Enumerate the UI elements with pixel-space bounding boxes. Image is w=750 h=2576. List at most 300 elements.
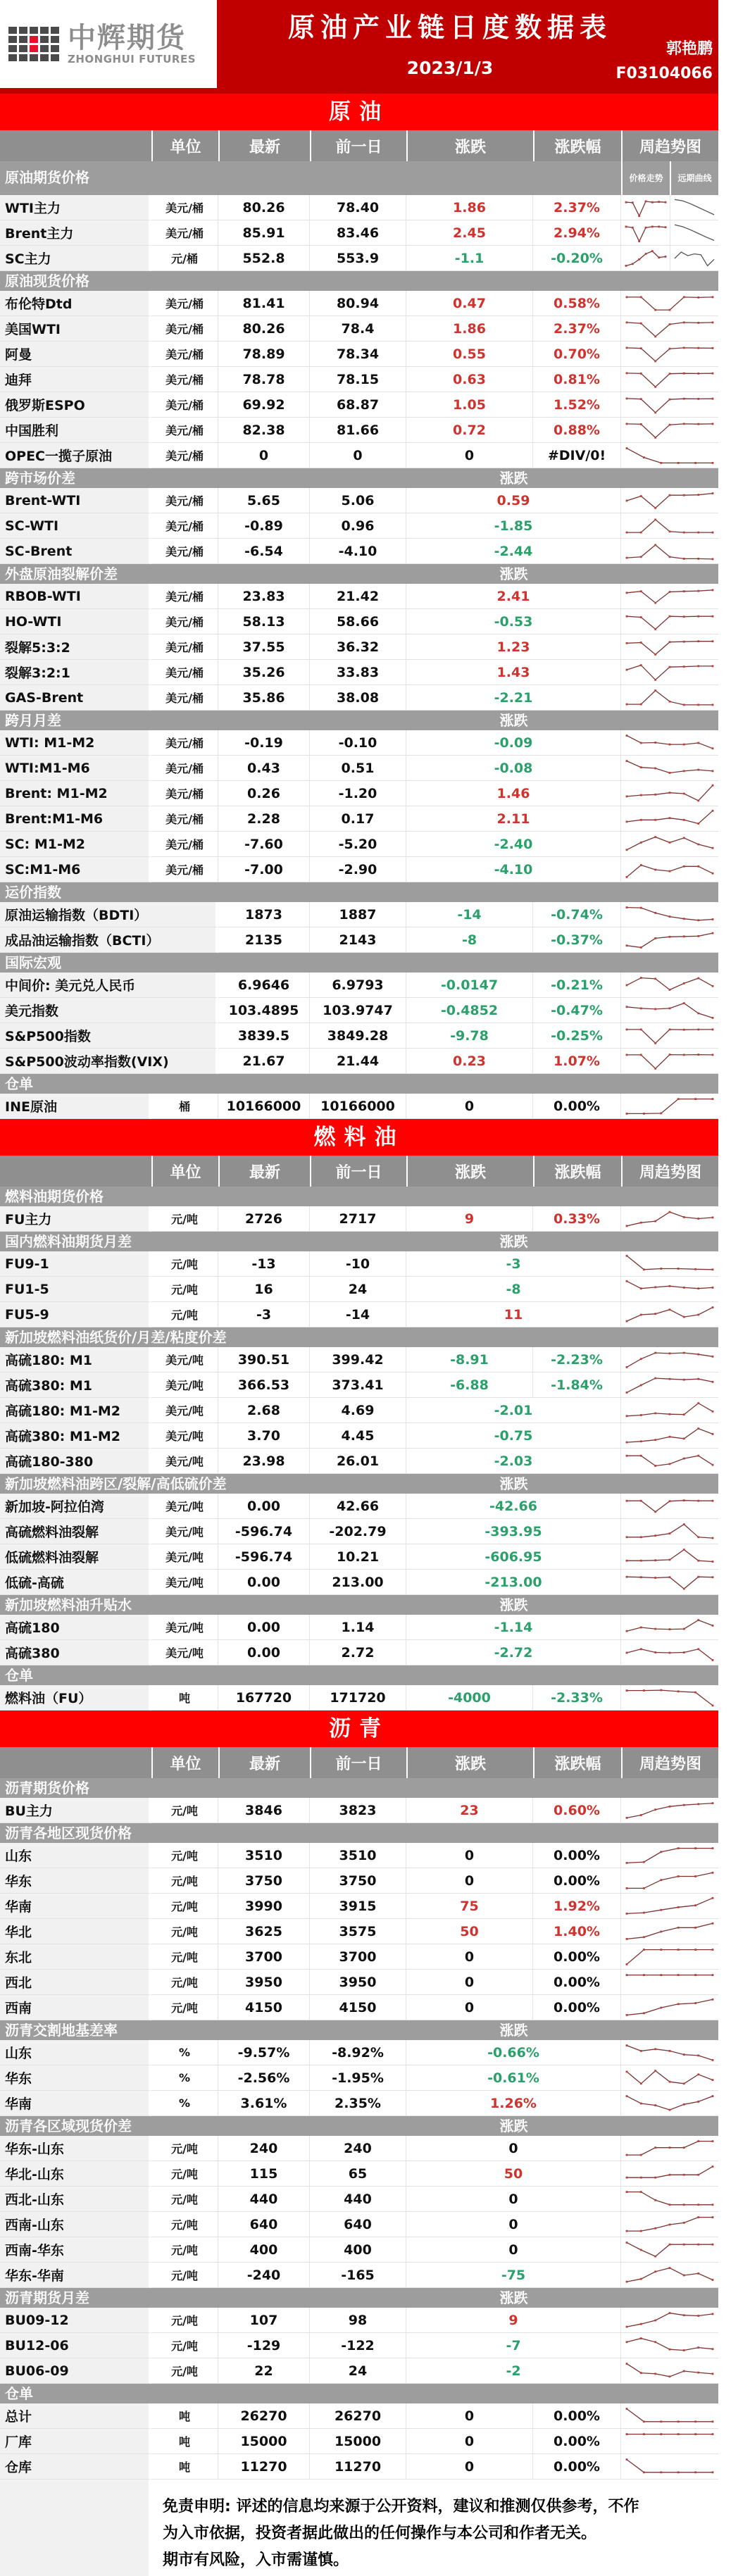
sparkline-chart <box>623 1686 716 1710</box>
table-row <box>0 2429 718 2454</box>
row-unit: 元/桶 <box>151 246 218 271</box>
row-label: 西南-华东 <box>0 2237 151 2263</box>
logo-square-icon <box>19 36 27 43</box>
sparkline-chart <box>623 1024 716 1048</box>
row-unit: 美元/桶 <box>151 584 218 609</box>
row-trend-cell <box>621 927 718 953</box>
row-trend-cell <box>621 685 718 711</box>
row-trend-cell <box>621 998 718 1023</box>
row-change: 1.26% <box>406 2091 621 2116</box>
row-trend-cell <box>621 316 718 342</box>
row-trend-cell <box>621 2237 718 2263</box>
row-trend-cell <box>621 2065 718 2091</box>
row-change: -393.95 <box>406 1519 621 1544</box>
logo-square-icon <box>30 36 38 43</box>
sparkline-chart <box>623 2213 716 2237</box>
row-label: Brent主力 <box>0 220 151 246</box>
disclaimer-line: 为入市依据，投资者据此做出的任何操作与本公司和作者无关。 <box>163 2525 597 2542</box>
row-trend-cell <box>621 195 718 220</box>
row-label: 华北 <box>0 1919 151 1944</box>
row-prev: 1887 <box>310 902 406 927</box>
row-change: 11 <box>406 1302 621 1327</box>
row-label: SC-Brent <box>0 539 151 564</box>
sparkline-chart <box>623 342 716 366</box>
row-change: 0 <box>406 1843 533 1868</box>
table-row <box>0 2212 718 2237</box>
report-title: 原油产业链日度数据表 <box>287 12 612 43</box>
row-label: FU主力 <box>0 1206 151 1232</box>
column-header-latest: 最新 <box>218 1747 310 1778</box>
row-prev: -5.20 <box>310 832 406 857</box>
row-trend-cell <box>621 584 718 609</box>
row-latest: 107 <box>218 2308 310 2333</box>
row-change: -8.91 <box>406 1347 533 1373</box>
table-row <box>0 2403 718 2429</box>
table-row <box>0 1544 718 1570</box>
row-latest: 23.98 <box>218 1449 310 1474</box>
row-prev: 11270 <box>310 2454 406 2480</box>
row-change-pct: -0.47% <box>533 998 621 1023</box>
row-label: WTI主力 <box>0 195 151 220</box>
column-header-unit: 单位 <box>151 130 218 161</box>
row-label: 美国WTI <box>0 316 151 342</box>
row-unit: 元/吨 <box>151 1894 218 1919</box>
row-prev: 3915 <box>310 1894 406 1919</box>
row-prev: 83.46 <box>310 220 406 246</box>
table-row <box>0 246 718 271</box>
row-prev: 26270 <box>310 2403 406 2429</box>
sparkline-chart <box>623 2238 716 2262</box>
row-change: 0 <box>406 443 533 468</box>
row-change: -7 <box>406 2333 621 2358</box>
row-change: -2.03 <box>406 1449 621 1474</box>
row-label: WTI:M1-M6 <box>0 756 151 781</box>
table-row <box>0 1494 718 1519</box>
row-latest: 3750 <box>218 1868 310 1894</box>
trend-sub-label-forward: 远期曲线 <box>670 161 718 195</box>
row-latest: 69.92 <box>218 392 310 418</box>
sparkline-chart <box>623 1894 716 1918</box>
table-row <box>0 2136 718 2161</box>
row-latest: 0.00 <box>218 1570 310 1595</box>
row-prev: 98 <box>310 2308 406 2333</box>
sparkline-chart <box>623 1303 716 1327</box>
sparkline-chart <box>623 2066 716 2090</box>
table-row <box>0 1868 718 1894</box>
group-change-label: 涨跌 <box>499 2118 528 2134</box>
sparkline-chart <box>623 903 716 927</box>
row-prev: 240 <box>310 2136 406 2161</box>
row-unit: 元/吨 <box>151 1944 218 1970</box>
row-unit: 美元/吨 <box>151 1423 218 1449</box>
row-trend-cell <box>621 1251 718 1277</box>
row-prev: 171720 <box>310 1685 406 1711</box>
table-row <box>0 1970 718 1995</box>
row-latest: 78.89 <box>218 342 310 367</box>
row-change: -606.95 <box>406 1544 621 1570</box>
row-prev: 440 <box>310 2187 406 2212</box>
sparkline-chart <box>623 1373 716 1397</box>
row-prev: 3750 <box>310 1868 406 1894</box>
row-change-pct: 2.94% <box>533 220 621 246</box>
row-latest: 81.41 <box>218 291 310 316</box>
row-prev: -4.10 <box>310 539 406 564</box>
row-change: -4000 <box>406 1685 533 1711</box>
sparkline-chart <box>623 2041 716 2065</box>
sparkline-chart <box>623 1615 716 1639</box>
column-header-prev: 前一日 <box>310 1747 406 1778</box>
row-label: 山东 <box>0 1843 151 1868</box>
row-trend-cell <box>621 660 718 685</box>
row-latest: 2726 <box>218 1206 310 1232</box>
row-change-pct: 1.92% <box>533 1894 621 1919</box>
row-prev: -0.10 <box>310 730 406 756</box>
sparkline-chart <box>623 782 716 806</box>
row-prev: -202.79 <box>310 1519 406 1544</box>
row-label: Brent:M1-M6 <box>0 806 151 832</box>
group-title: 仓单 <box>5 1667 33 1684</box>
row-change: -2.44 <box>406 539 621 564</box>
table-row <box>0 1894 718 1919</box>
table-row <box>0 1519 718 1544</box>
row-prev: -165 <box>310 2263 406 2288</box>
row-label: S&P500波动率指数(VIX) <box>0 1049 218 1074</box>
row-latest: -596.74 <box>218 1544 310 1570</box>
group-header <box>0 2288 718 2308</box>
row-unit: 元/吨 <box>151 2333 218 2358</box>
sparkline-chart <box>623 539 716 563</box>
row-latest: 21.67 <box>218 1049 310 1074</box>
row-latest: 6.9646 <box>218 973 310 998</box>
group-header <box>0 1823 718 1843</box>
row-prev: 68.87 <box>310 392 406 418</box>
row-prev: 640 <box>310 2212 406 2237</box>
row-prev: -2.90 <box>310 857 406 882</box>
row-change: 0 <box>406 1944 533 1970</box>
row-prev: 0.17 <box>310 806 406 832</box>
row-label: 低硫-高硫 <box>0 1570 151 1595</box>
row-prev: 78.15 <box>310 367 406 392</box>
row-change: -0.4852 <box>406 998 533 1023</box>
row-change-pct: 2.37% <box>533 195 621 220</box>
row-latest: 3950 <box>218 1970 310 1995</box>
row-change: -0.0147 <box>406 973 533 998</box>
row-change: 2.41 <box>406 584 621 609</box>
row-change: -42.66 <box>406 1494 621 1519</box>
row-change: -1.85 <box>406 513 621 539</box>
row-label: GAS-Brent <box>0 685 151 711</box>
row-unit: 元/吨 <box>151 1302 218 1327</box>
row-label: 阿曼 <box>0 342 151 367</box>
row-change: -3 <box>406 1251 621 1277</box>
table-row <box>0 1423 718 1449</box>
row-unit: 美元/桶 <box>151 730 218 756</box>
row-unit: 元/吨 <box>151 1995 218 2020</box>
row-trend-cell <box>621 513 718 539</box>
table-row <box>0 756 718 781</box>
row-change: -0.75 <box>406 1423 621 1449</box>
row-unit: 美元/桶 <box>151 832 218 857</box>
row-latest: 3510 <box>218 1843 310 1868</box>
row-prev: 80.94 <box>310 291 406 316</box>
row-unit: 美元/桶 <box>151 291 218 316</box>
group-change-label: 涨跌 <box>499 1233 528 1250</box>
row-change-pct: -0.20% <box>533 246 621 271</box>
disclaimer-line: 免责申明: 评述的信息均来源于公开资料，建议和推测仅供参考，不作 <box>163 2498 639 2515</box>
row-label: BU06-09 <box>0 2358 151 2384</box>
table-row <box>0 1919 718 1944</box>
row-change-pct: 0.00% <box>533 1970 621 1995</box>
row-change: 0 <box>406 2403 533 2429</box>
group-header <box>0 2384 718 2403</box>
sparkline-chart <box>623 1094 716 1118</box>
row-prev: 2143 <box>310 927 406 953</box>
row-trend-cell <box>621 781 718 806</box>
row-latest: 0.26 <box>218 781 310 806</box>
row-unit: 美元/桶 <box>151 513 218 539</box>
row-unit: 元/吨 <box>151 2161 218 2187</box>
data-tables <box>0 94 718 2480</box>
row-unit: 吨 <box>151 1685 218 1711</box>
row-label: 高硫380 <box>0 1640 151 1665</box>
group-header <box>0 1327 718 1347</box>
sparkline-chart <box>623 1049 716 1073</box>
table-row <box>0 1347 718 1373</box>
row-latest: 58.13 <box>218 609 310 634</box>
sparkline-chart <box>623 731 716 755</box>
table-row <box>0 685 718 711</box>
row-label: RBOB-WTI <box>0 584 151 609</box>
row-prev: 15000 <box>310 2429 406 2454</box>
row-prev: 3575 <box>310 1919 406 1944</box>
row-label: 中间价: 美元兑人民币 <box>0 973 218 998</box>
group-header <box>0 161 718 195</box>
sparkline-chart <box>623 2334 716 2358</box>
row-latest: -6.54 <box>218 539 310 564</box>
row-trend-cell <box>621 1894 718 1919</box>
row-trend-cell <box>621 1347 718 1373</box>
row-label: 裂解3:2:1 <box>0 660 151 685</box>
row-trend-cell <box>621 2358 718 2384</box>
section-band: 原油 <box>0 94 718 130</box>
column-header-row <box>0 130 718 161</box>
logo-company-name-en: ZHONGHUI FUTURES <box>68 52 196 65</box>
row-latest: 3839.5 <box>218 1023 310 1049</box>
report-date: 2023/1/3 <box>406 58 494 78</box>
group-title: 仓单 <box>5 2385 33 2402</box>
group-header <box>0 1187 718 1206</box>
sparkline-chart <box>623 1920 716 1944</box>
row-prev: 81.66 <box>310 418 406 443</box>
sparkline-chart <box>623 1799 716 1822</box>
row-change-pct: 0.00% <box>533 1868 621 1894</box>
report-banner <box>0 0 718 94</box>
sparkline-chart <box>623 807 716 831</box>
row-prev: -10 <box>310 1251 406 1277</box>
row-change: 50 <box>406 1919 533 1944</box>
row-change: 0 <box>406 2187 621 2212</box>
row-change: 0 <box>406 1094 533 1119</box>
sparkline-chart <box>623 2187 716 2211</box>
table-row <box>0 2237 718 2263</box>
column-header-change-pct: 涨跌幅 <box>533 130 621 161</box>
row-change-pct: -1.84% <box>533 1373 621 1398</box>
logo-square-icon <box>51 45 59 52</box>
row-latest: -596.74 <box>218 1519 310 1544</box>
row-change: -1.1 <box>406 246 533 271</box>
sparkline-chart <box>623 686 716 710</box>
row-label: BU主力 <box>0 1798 151 1823</box>
row-unit: % <box>151 2091 218 2116</box>
logo-square-icon <box>30 54 38 61</box>
logo-square-icon <box>40 27 49 34</box>
row-change: -8 <box>406 1277 621 1302</box>
row-trend-cell <box>621 1970 718 1995</box>
sparkline-chart <box>623 418 716 442</box>
row-unit: 美元/桶 <box>151 634 218 660</box>
column-header-trend: 周趋势图 <box>621 130 718 161</box>
row-change: 9 <box>406 2308 621 2333</box>
row-label: 迪拜 <box>0 367 151 392</box>
sparkline-chart <box>623 1996 716 2020</box>
row-label: 山东 <box>0 2040 151 2065</box>
row-prev: -14 <box>310 1302 406 1327</box>
column-header-row <box>0 1747 718 1778</box>
row-change: 1.05 <box>406 392 533 418</box>
section-band: 沥青 <box>0 1711 718 1747</box>
row-unit: % <box>151 2065 218 2091</box>
row-label: 西北-山东 <box>0 2187 151 2212</box>
row-trend-cell <box>621 2333 718 2358</box>
row-trend-cell <box>621 1023 718 1049</box>
row-label: 华南 <box>0 1894 151 1919</box>
row-change: -0.53 <box>406 609 621 634</box>
table-row <box>0 2308 718 2333</box>
group-title: 跨月月差 <box>5 712 61 729</box>
sparkline-chart <box>623 2308 716 2332</box>
row-unit: 元/吨 <box>151 1919 218 1944</box>
sparkline-chart <box>623 489 716 513</box>
row-label: FU1-5 <box>0 1277 151 1302</box>
row-prev: 24 <box>310 1277 406 1302</box>
row-trend-cell <box>621 1919 718 1944</box>
row-latest: 0.00 <box>218 1640 310 1665</box>
row-trend-cell <box>621 609 718 634</box>
group-header <box>0 468 718 488</box>
table-row <box>0 1843 718 1868</box>
sparkline-chart <box>623 221 669 245</box>
table-row <box>0 367 718 392</box>
row-trend-cell <box>621 1423 718 1449</box>
logo-square-icon <box>51 54 59 61</box>
row-label: 总计 <box>0 2403 151 2429</box>
row-trend-cell <box>621 342 718 367</box>
row-change: -0.09 <box>406 730 621 756</box>
row-latest: 23.83 <box>218 584 310 609</box>
group-header <box>0 1474 718 1494</box>
row-label: FU9-1 <box>0 1251 151 1277</box>
row-trend-cell <box>621 973 718 998</box>
row-change: -2.40 <box>406 832 621 857</box>
row-trend-cell <box>621 1094 718 1119</box>
row-latest: 2135 <box>218 927 310 953</box>
logo-square-icon <box>8 36 17 43</box>
row-change-pct: -0.25% <box>533 1023 621 1049</box>
row-trend-cell <box>621 634 718 660</box>
group-title: 跨市场价差 <box>5 470 75 487</box>
row-change-pct: 0.88% <box>533 418 621 443</box>
row-change-pct: 1.52% <box>533 392 621 418</box>
row-prev: 10166000 <box>310 1094 406 1119</box>
table-row <box>0 342 718 367</box>
row-latest: 3990 <box>218 1894 310 1919</box>
row-latest: -0.89 <box>218 513 310 539</box>
row-change-pct: 0.00% <box>533 1843 621 1868</box>
row-change-pct: 0.00% <box>533 2454 621 2480</box>
row-trend-cell <box>621 1302 718 1327</box>
table-row <box>0 220 718 246</box>
row-prev: 36.32 <box>310 634 406 660</box>
row-latest: 3846 <box>218 1798 310 1823</box>
row-latest: 3625 <box>218 1919 310 1944</box>
row-prev: 4150 <box>310 1995 406 2020</box>
table-row <box>0 2161 718 2187</box>
forward-curve-sparkline <box>670 220 718 245</box>
row-latest: -3 <box>218 1302 310 1327</box>
sparkline-chart <box>623 832 716 856</box>
row-prev: 65 <box>310 2161 406 2187</box>
row-label: FU5-9 <box>0 1302 151 1327</box>
row-latest: 3700 <box>218 1944 310 1970</box>
row-latest: 640 <box>218 2212 310 2237</box>
row-prev: 2.35% <box>310 2091 406 2116</box>
row-unit: 元/吨 <box>151 2237 218 2263</box>
row-trend-cell <box>621 2454 718 2480</box>
row-label: 高硫380: M1 <box>0 1373 151 1398</box>
row-prev: 373.41 <box>310 1373 406 1398</box>
group-header <box>0 1778 718 1798</box>
row-latest: 167720 <box>218 1685 310 1711</box>
row-change-pct: 0.70% <box>533 342 621 367</box>
row-change: -213.00 <box>406 1570 621 1595</box>
table-row <box>0 1302 718 1327</box>
row-change-pct: -0.37% <box>533 927 621 953</box>
row-prev: 3700 <box>310 1944 406 1970</box>
row-trend-cell <box>621 246 718 271</box>
row-trend-cell <box>621 2263 718 2288</box>
table-row <box>0 195 718 220</box>
row-trend-cell <box>621 806 718 832</box>
row-unit: 美元/吨 <box>151 1347 218 1373</box>
row-label: 成品油运输指数（BCTI） <box>0 927 218 953</box>
row-unit: 元/吨 <box>151 1970 218 1995</box>
logo-square-icon <box>8 27 17 34</box>
group-title: 沥青期货月差 <box>5 2289 89 2306</box>
disclaimer-text <box>151 2480 646 2576</box>
row-trend-cell <box>621 857 718 882</box>
row-label: SC:M1-M6 <box>0 857 151 882</box>
table-row <box>0 781 718 806</box>
group-title: 沥青期货价格 <box>5 1780 89 1796</box>
price-trend-sparkline <box>621 220 670 245</box>
group-change-label: 涨跌 <box>499 565 528 582</box>
row-label: 低硫燃料油裂解 <box>0 1544 151 1570</box>
row-change: -2 <box>406 2358 621 2384</box>
company-logo <box>0 0 217 88</box>
group-header <box>0 953 718 973</box>
row-prev: 21.44 <box>310 1049 406 1074</box>
table-row <box>0 584 718 609</box>
